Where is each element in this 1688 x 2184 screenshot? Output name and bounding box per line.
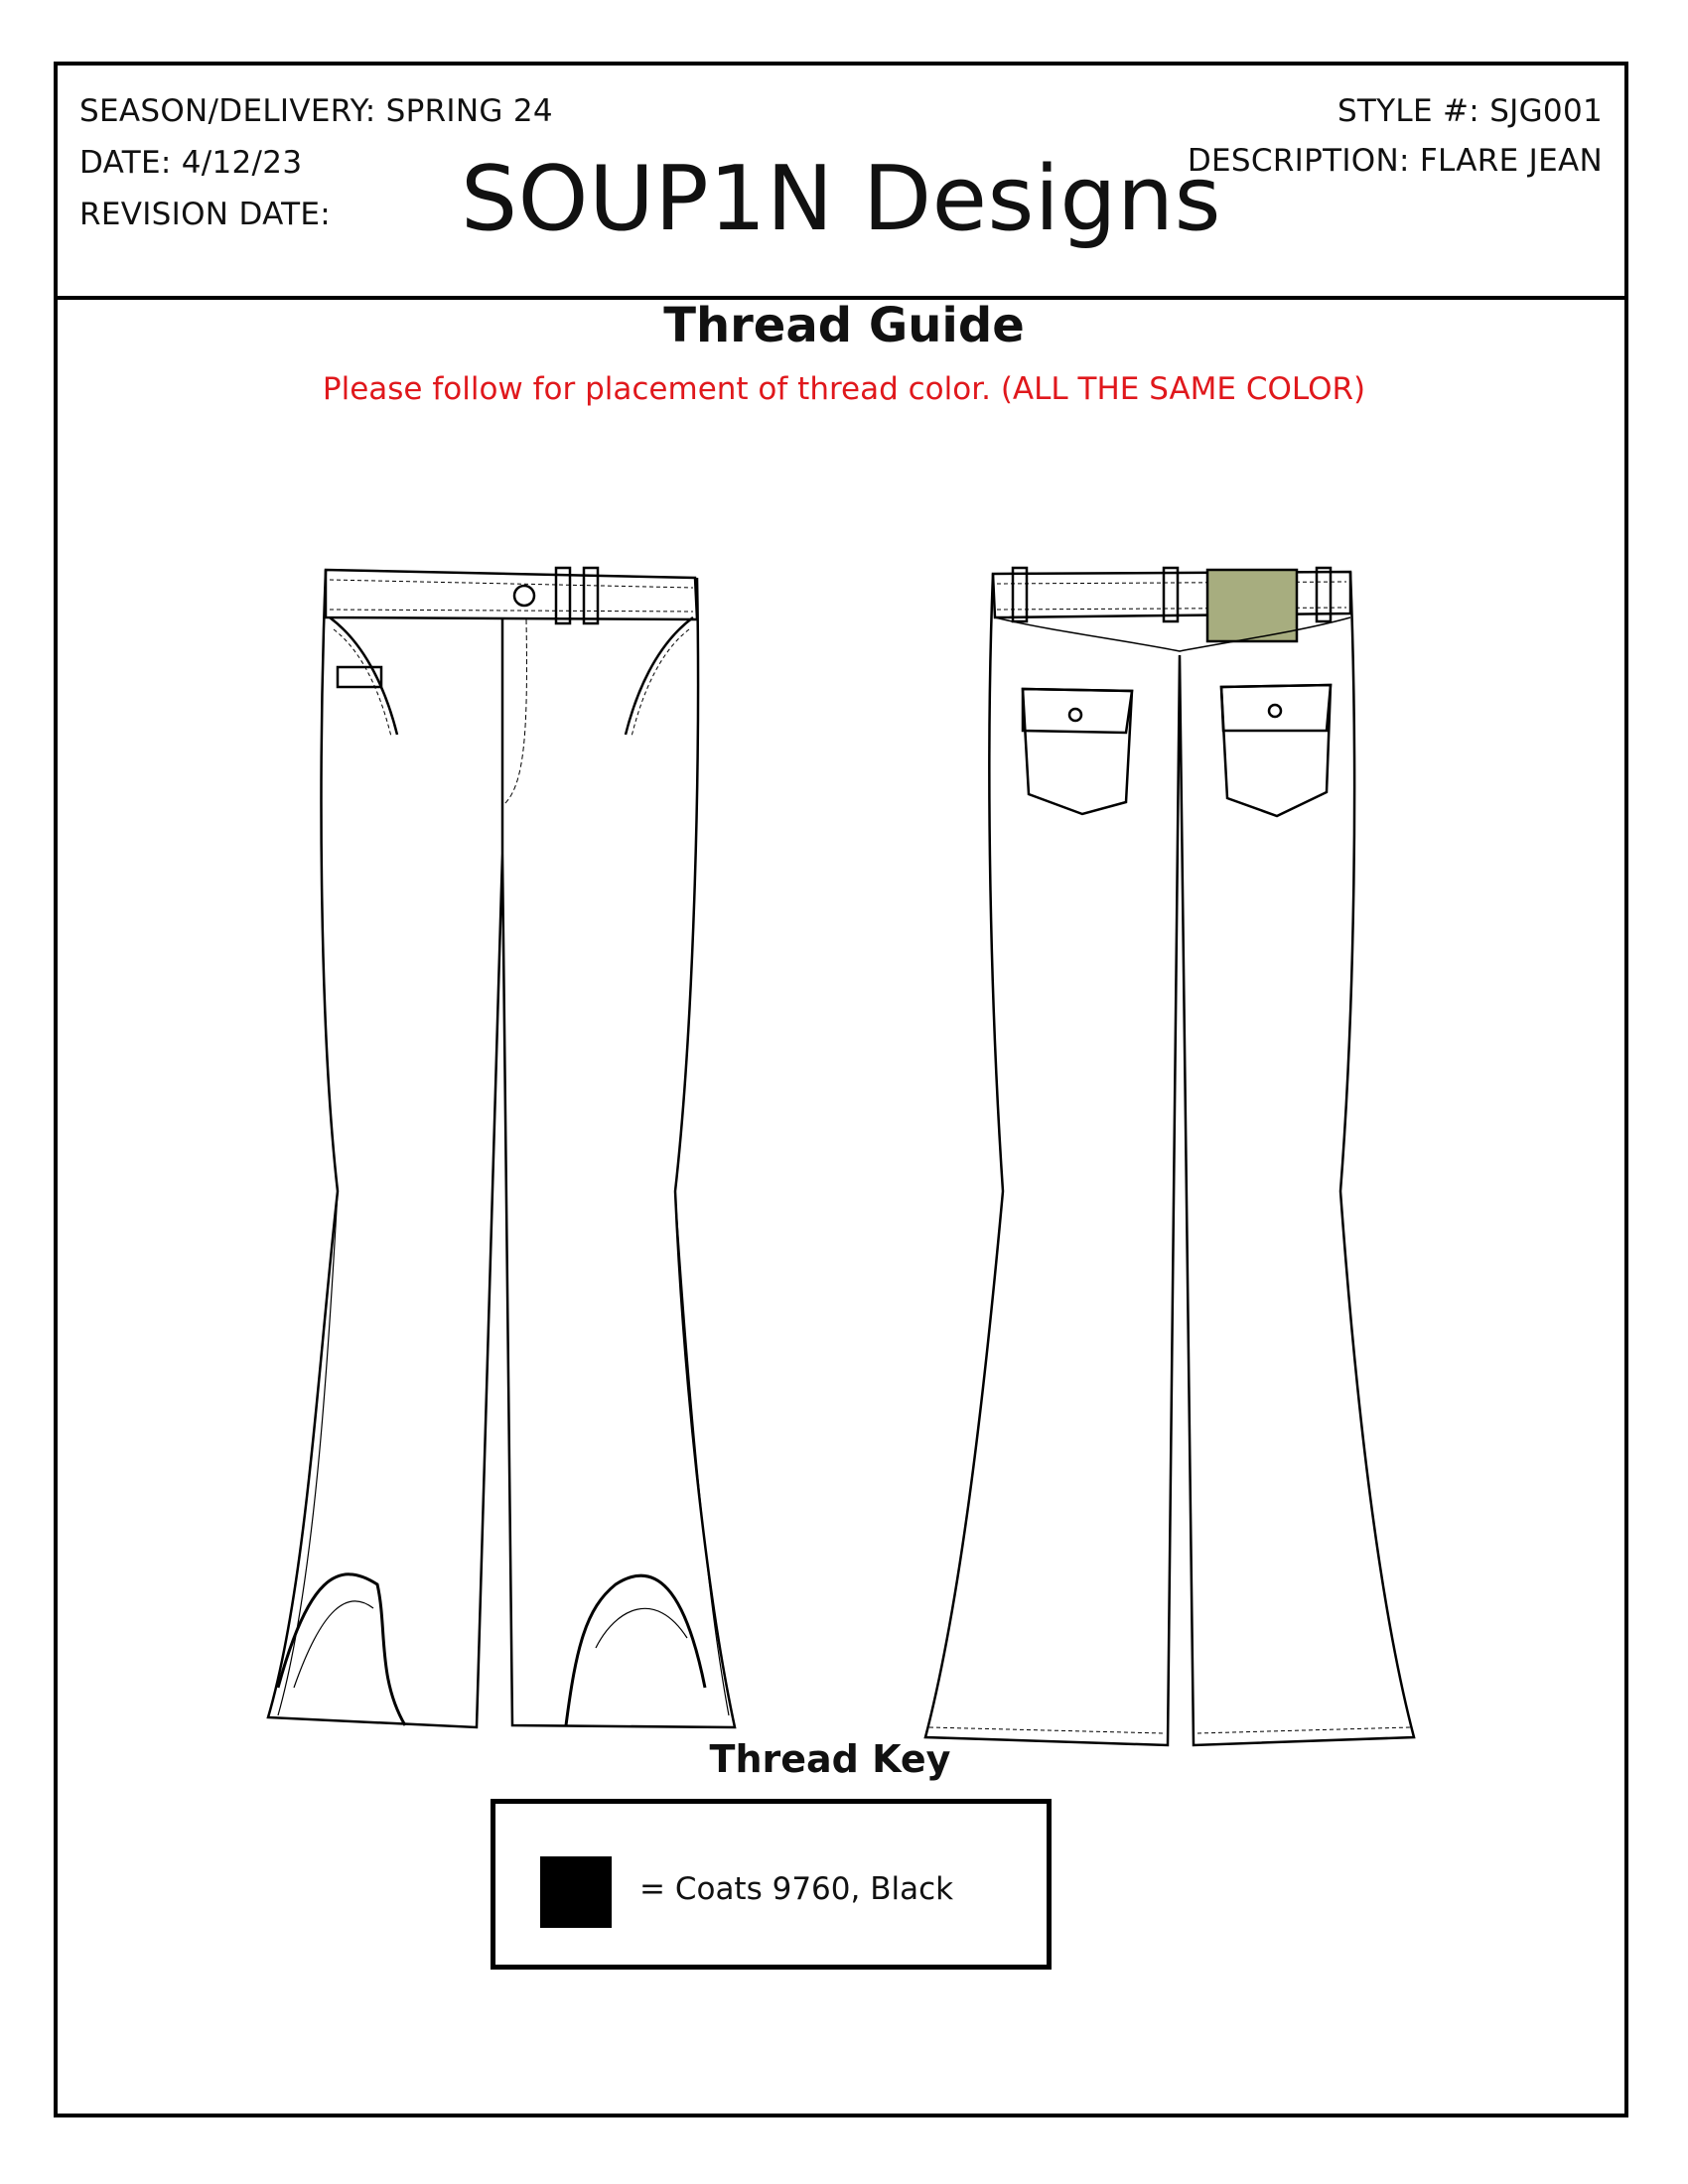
- revision-date: REVISION DATE:: [79, 197, 332, 232]
- thread-key-title: Thread Key: [709, 1737, 951, 1781]
- header: [58, 66, 1624, 300]
- date: DATE: 4/12/23: [79, 145, 303, 181]
- style-number: STYLE #: SJG001: [1336, 93, 1603, 129]
- thread-color-swatch: [540, 1856, 612, 1928]
- front-view-sketch: [238, 556, 755, 1787]
- description: DESCRIPTION: FLARE JEAN: [1187, 143, 1603, 179]
- back-view-sketch: [914, 556, 1430, 1787]
- instruction-text: Please follow for placement of thread color. (ALL THE SAME COLOR): [322, 371, 1366, 407]
- thread-key-box: [491, 1799, 1052, 1970]
- thread-key-label: = Coats 9760, Black: [639, 1871, 954, 1907]
- back-label-patch: [1207, 570, 1297, 641]
- page-title: Thread Guide: [663, 298, 1025, 353]
- brand-name: SOUP1N Designs: [461, 147, 1221, 251]
- season-delivery: SEASON/DELIVERY: SPRING 24: [79, 93, 553, 129]
